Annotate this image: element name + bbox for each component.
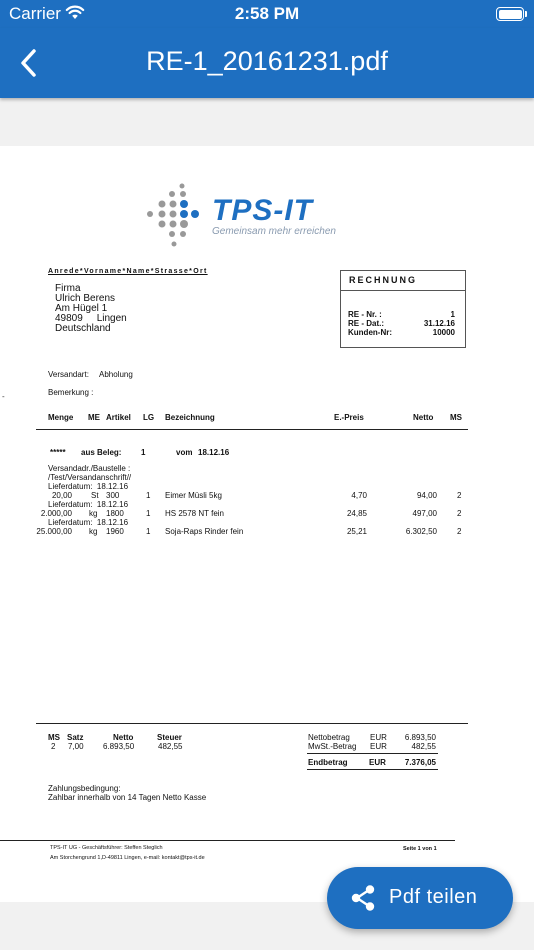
logo-tagline: Gemeinsam mehr erreichen <box>212 226 336 237</box>
nettobetrag-currency: EUR <box>370 733 387 742</box>
tax-ms: 2 <box>51 742 56 751</box>
navigation-bar <box>0 28 534 98</box>
col-ms: MS <box>450 413 462 422</box>
versandart-value: Abholung <box>99 370 133 379</box>
invoice-info-box <box>340 270 466 348</box>
col-me: ME <box>88 413 100 422</box>
totals-rule <box>307 753 438 754</box>
row-epreis: 24,85 <box>346 509 367 518</box>
row-netto: 497,00 <box>412 509 437 518</box>
versand-line: Versandadr./Baustelle : <box>48 464 131 473</box>
footer-rule <box>0 840 455 841</box>
col-menge: Menge <box>48 413 74 422</box>
share-icon <box>349 884 377 912</box>
footer-company: TPS-IT UG - Geschäftsführer: Steffen Steglich <box>50 845 163 851</box>
battery-icon <box>496 7 524 21</box>
col-epreis: E.-Preis <box>334 413 364 422</box>
share-button-label: Pdf teilen <box>389 886 478 908</box>
col-lg: LG <box>143 413 155 422</box>
recipient-line: Am Hügel 1 <box>55 303 108 314</box>
share-pdf-button[interactable] <box>327 867 513 929</box>
page-title: RE-1_20161231.pdf <box>146 46 388 76</box>
endbetrag-currency: EUR <box>369 758 386 767</box>
endbetrag-rule <box>307 769 438 770</box>
row-artikel: 1800 <box>106 509 124 518</box>
tax-satz: 7,00 <box>68 742 84 751</box>
lieferdatum: Lieferdatum: 18.12.16 <box>48 518 129 527</box>
tax-col-ms: MS <box>48 733 60 742</box>
re-dat-value: 31.12.16 <box>423 319 455 328</box>
row-ms: 2 <box>457 509 462 518</box>
bemerkung-label: Bemerkung : <box>48 388 94 397</box>
tax-steuer: 482,55 <box>158 742 183 751</box>
row-netto: 6.302,50 <box>405 527 437 536</box>
mwst-label: MwSt.-Betrag <box>308 742 357 751</box>
status-bar <box>0 0 534 28</box>
address-header: Anrede*Vorname*Name*Strasse*Ort <box>48 268 208 275</box>
row-me: St <box>91 491 99 500</box>
zahlung-text: Zahlbar innerhalb von 14 Tagen Netto Kasse <box>48 793 207 802</box>
lieferdatum: Lieferdatum: 18.12.16 <box>48 482 129 491</box>
row-bezeichnung: HS 2578 NT fein <box>165 509 224 518</box>
recipient-line: 49809 Lingen <box>55 313 127 324</box>
footer-address: Am Storchengrund 1,D-49811 Lingen, e-mail: kontakt@tps-it.de <box>50 855 205 861</box>
beleg-vom: vom <box>176 448 193 457</box>
logo-wordmark: TPS-IT <box>212 194 313 227</box>
zahlung-label: Zahlungsbedingung: <box>48 784 121 793</box>
recipient-line: Deutschland <box>55 323 111 334</box>
versand-line: /Test/Versandanschrift// <box>48 473 132 482</box>
margin-mark: - <box>2 392 5 401</box>
row-menge: 20,00 <box>51 491 72 500</box>
nettobetrag-label: Nettobetrag <box>308 733 350 742</box>
summary-rule <box>36 723 468 724</box>
row-ms: 2 <box>457 491 462 500</box>
lieferdatum: Lieferdatum: 18.12.16 <box>48 500 129 509</box>
row-menge: 2.000,00 <box>40 509 72 518</box>
row-lg: 1 <box>146 509 151 518</box>
col-bezeichnung: Bezeichnung <box>165 413 215 422</box>
row-ms: 2 <box>457 527 462 536</box>
tax-col-satz: Satz <box>67 733 84 742</box>
beleg-prefix: ***** <box>50 448 66 457</box>
kunden-nr-label: Kunden-Nr: <box>348 328 392 337</box>
mwst-value: 482,55 <box>411 742 436 751</box>
beleg-label: aus Beleg: <box>81 448 122 457</box>
row-epreis: 4,70 <box>351 491 367 500</box>
row-bezeichnung: Eimer Müsli 5kg <box>165 491 222 500</box>
battery-tip <box>525 11 527 17</box>
col-artikel: Artikel <box>106 413 131 422</box>
carrier-label: Carrier <box>9 4 61 23</box>
row-epreis: 25,21 <box>346 527 367 536</box>
recipient-line: Firma <box>55 283 81 294</box>
beleg-date: 18.12.16 <box>198 448 230 457</box>
row-lg: 1 <box>146 527 151 536</box>
row-menge: 25.000,00 <box>36 527 72 536</box>
pdf-page[interactable] <box>0 146 534 902</box>
recipient-line: Ulrich Berens <box>55 293 116 304</box>
endbetrag-label: Endbetrag <box>308 758 348 767</box>
beleg-number: 1 <box>141 448 146 457</box>
tax-netto: 6.893,50 <box>103 742 135 751</box>
row-me: kg <box>89 509 98 518</box>
re-nr-value: 1 <box>450 310 455 319</box>
invoice-box-title: RECHNUNG <box>341 271 465 291</box>
mwst-currency: EUR <box>370 742 387 751</box>
col-netto: Netto <box>413 413 434 422</box>
kunden-nr-value: 10000 <box>432 328 455 337</box>
row-artikel: 1960 <box>106 527 124 536</box>
table-header-rule <box>36 429 468 430</box>
row-bezeichnung: Soja-Raps Rinder fein <box>165 527 244 536</box>
nettobetrag-value: 6.893,50 <box>404 733 436 742</box>
clock: 2:58 PM <box>234 4 300 23</box>
endbetrag-value: 7.376,05 <box>404 758 436 767</box>
re-dat-label: RE - Dat.: <box>348 319 384 328</box>
logo-dots-icon <box>144 182 210 248</box>
versandart-label: Versandart: <box>48 370 89 379</box>
footer-page: Seite 1 von 1 <box>403 846 437 852</box>
recipient-address <box>55 284 127 334</box>
row-netto: 94,00 <box>416 491 437 500</box>
row-artikel: 300 <box>106 491 120 500</box>
row-me: kg <box>89 527 98 536</box>
tax-col-steuer: Steuer <box>157 733 182 742</box>
tax-col-netto: Netto <box>113 733 134 742</box>
re-nr-label: RE - Nr. : <box>348 310 382 319</box>
row-lg: 1 <box>146 491 151 500</box>
